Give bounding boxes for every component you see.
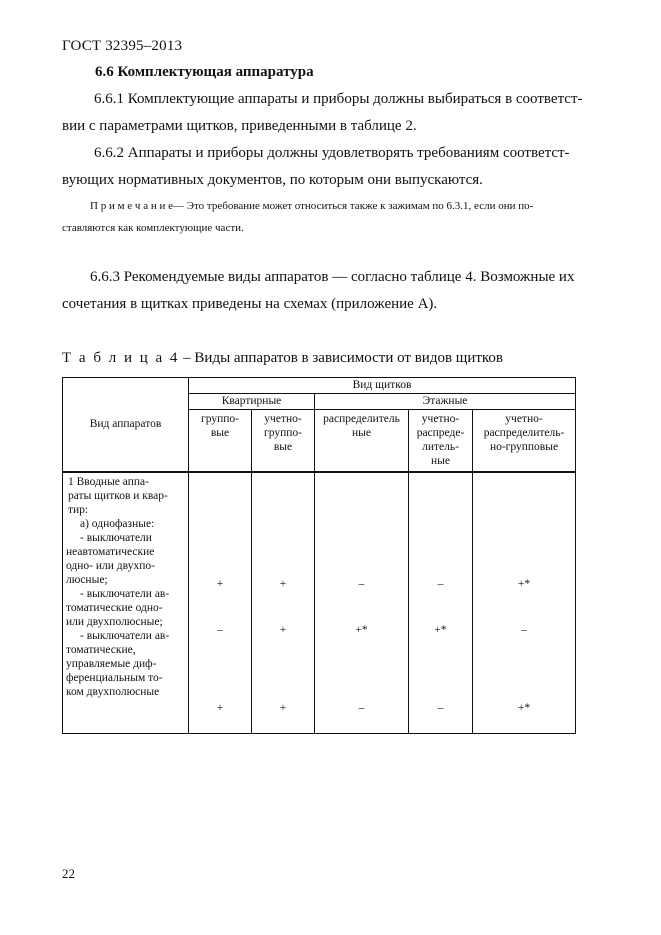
mark-cell: +* bbox=[517, 701, 531, 714]
table-caption-label: Т а б л и ц а 4 bbox=[62, 350, 180, 366]
paragraph-6-6-2 bbox=[62, 140, 610, 194]
mark-cell: +* bbox=[355, 623, 368, 636]
mark-cell: – bbox=[358, 701, 365, 714]
paragraph-6-6-1 bbox=[62, 86, 610, 140]
header-meter-group: учетно- группо- вые bbox=[252, 410, 315, 472]
note bbox=[62, 195, 610, 239]
col-distribution-marks bbox=[315, 472, 409, 734]
paragraph-line: вии с параметрами щитков, приведенными в таблице 2. bbox=[62, 118, 417, 134]
note-label: П р и м е ч а н и е bbox=[90, 200, 173, 212]
paragraph-line: 6.6.1 Комплектующие аппараты и приборы должны выбираться в соответст- bbox=[94, 91, 583, 107]
row-text-item: - выключатели неавтоматические одно- или двухпо- люсные; bbox=[66, 531, 155, 586]
header-group: группо- вые bbox=[189, 410, 252, 472]
mark-cell: + bbox=[279, 577, 287, 590]
row-text bbox=[66, 531, 186, 587]
header-panel-types: Вид щитков bbox=[189, 378, 576, 394]
page-number: 22 bbox=[62, 866, 75, 881]
mark-cell: + bbox=[279, 623, 287, 636]
apparatus-description bbox=[63, 472, 189, 734]
mark-cell: – bbox=[437, 701, 444, 714]
section-heading: 6.6 Комплектующая аппаратура bbox=[95, 64, 314, 80]
header-meter-distribution: учетно- распреде- литель- ные bbox=[409, 410, 473, 472]
mark-cell: +* bbox=[434, 623, 447, 636]
row-text-item: - выключатели ав- томатические, управляемые диф- ференциальным то- ком двухполюсные bbox=[66, 629, 170, 698]
mark-cell: – bbox=[358, 577, 365, 590]
note-text: — Это требование может относиться также к зажимам по 6.3.1, если они по- bbox=[173, 200, 534, 212]
paragraph-line: сочетания в щитках приведены на схемах (приложение А). bbox=[62, 296, 438, 312]
row-text bbox=[66, 587, 186, 629]
standard-number: ГОСТ 32395–2013 bbox=[62, 38, 183, 54]
header-floor-panels: Этажные bbox=[315, 394, 576, 410]
header-meter-distribution-group: учетно- распределитель- но-групповые bbox=[473, 410, 576, 472]
mark-cell: + bbox=[216, 701, 224, 714]
header-distribution: распределитель ные bbox=[315, 410, 409, 472]
header-apparatus-type: Вид аппаратов bbox=[63, 378, 189, 472]
mark-cell: – bbox=[437, 577, 444, 590]
apparatus-table bbox=[62, 377, 576, 734]
row-text bbox=[66, 629, 186, 699]
table-caption bbox=[62, 350, 503, 367]
row-text: 1 Вводные аппа- раты щитков и квар- тир: bbox=[68, 475, 168, 516]
header-apartment-panels: Квартирные bbox=[189, 394, 315, 410]
paragraph-line: 6.6.2 Аппараты и приборы должны удовлетворять требованиям соответст- bbox=[94, 145, 570, 161]
col-meter-group-marks bbox=[252, 472, 315, 734]
row-text: а) однофазные: bbox=[80, 517, 155, 530]
paragraph-line: вующих нормативных документов, по которым они выпускаются. bbox=[62, 172, 483, 188]
mark-cell: + bbox=[279, 701, 287, 714]
mark-cell: +* bbox=[517, 577, 531, 590]
col-group-marks bbox=[189, 472, 252, 734]
note-text-continued: ставляются как комплектующие части. bbox=[62, 222, 244, 234]
row-text-item: - выключатели ав- томатические одно- или двухполюсные; bbox=[66, 587, 170, 628]
paragraph-line: 6.6.3 Рекомендуемые виды аппаратов — согласно таблице 4. Возможные их bbox=[90, 269, 575, 285]
col-meter-distribution-group-marks bbox=[473, 472, 576, 734]
mark-cell: – bbox=[521, 623, 527, 636]
col-meter-distribution-marks bbox=[409, 472, 473, 734]
paragraph-6-6-3 bbox=[62, 264, 610, 318]
table-caption-text: – Виды аппаратов в зависимости от видов щитков bbox=[179, 350, 504, 366]
mark-cell: + bbox=[216, 577, 224, 590]
mark-cell: – bbox=[217, 623, 223, 636]
